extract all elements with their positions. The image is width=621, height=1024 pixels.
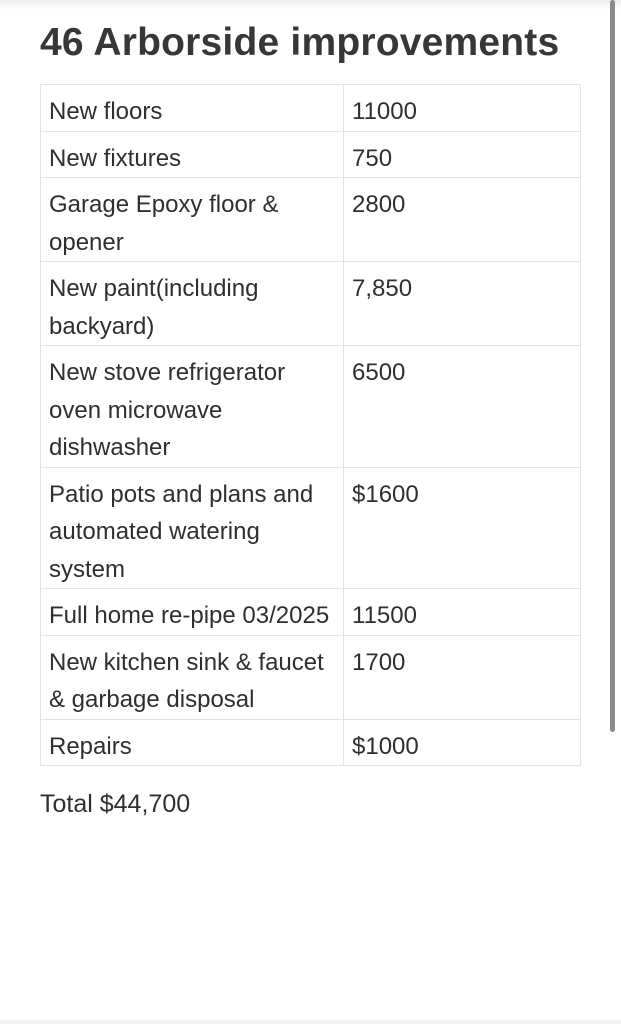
item-cell: New floors [41,85,344,132]
table-row [41,589,581,636]
bottom-edge [0,1020,621,1024]
scrollbar-thumb[interactable] [610,0,615,732]
table-row [41,178,581,262]
table-row [41,262,581,346]
item-cell: New kitchen sink & faucet & garbage disposal [41,635,344,719]
page-title: 46 Arborside improvements [40,21,560,64]
cost-cell: 1700 [344,635,581,719]
item-cell: Repairs [41,719,344,766]
cost-cell: 11000 [344,85,581,132]
top-edge-shadow [0,0,621,10]
item-cell: New fixtures [41,131,344,178]
table-row [41,719,581,766]
cost-cell: $1600 [344,467,581,589]
table-row [41,635,581,719]
cost-cell: $1000 [344,719,581,766]
item-cell: New paint(including backyard) [41,262,344,346]
improvements-table [40,84,581,766]
table-row [41,467,581,589]
cost-cell: 750 [344,131,581,178]
item-cell: New stove refrigerator oven microwave dishwasher [41,346,344,468]
cost-cell: 2800 [344,178,581,262]
item-cell: Garage Epoxy floor & opener [41,178,344,262]
total-text: Total $44,700 [40,790,191,818]
cost-cell: 6500 [344,346,581,468]
cost-cell: 11500 [344,589,581,636]
table-row [41,85,581,132]
note-content [40,14,581,821]
table-row [41,131,581,178]
cost-cell: 7,850 [344,262,581,346]
item-cell: Patio pots and plans and automated watering system [41,467,344,589]
item-cell: Full home re-pipe 03/2025 [41,589,344,636]
table-row [41,346,581,468]
